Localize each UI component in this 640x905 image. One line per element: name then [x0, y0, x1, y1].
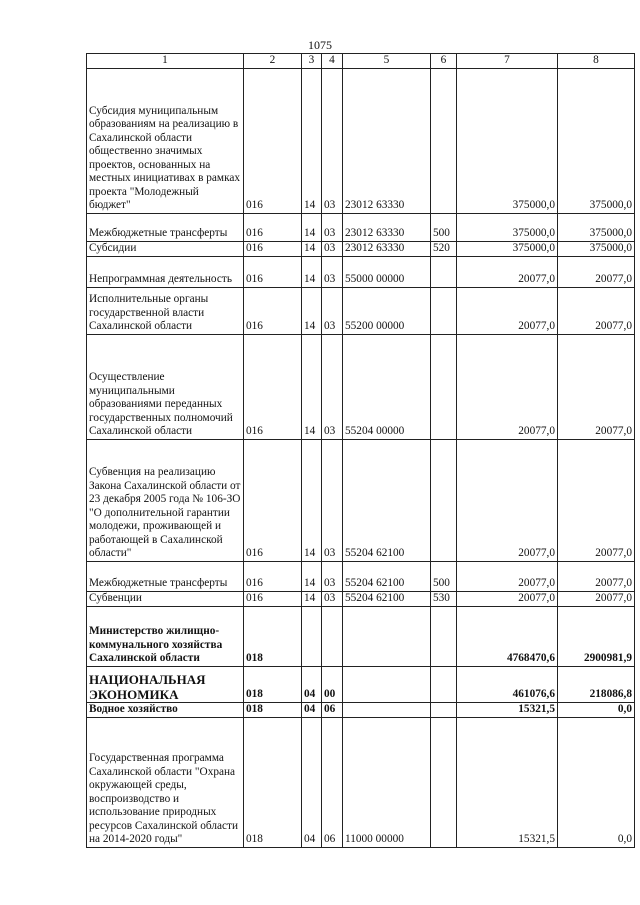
- amount-year-1: 20077,0: [457, 334, 558, 439]
- row-description: Субсидии: [87, 241, 244, 256]
- expense-type-code: [431, 334, 457, 439]
- subsection-code: 03: [322, 334, 343, 439]
- amount-year-2: 375000,0: [558, 241, 635, 256]
- subsection-code: 06: [322, 702, 343, 717]
- column-header: 8: [558, 54, 635, 69]
- column-header: 4: [322, 54, 343, 69]
- target-article-code: 23012 63330: [343, 241, 431, 256]
- section-code: 04: [302, 702, 322, 717]
- ministry-code: 016: [244, 287, 302, 334]
- amount-year-2: 218086,8: [558, 666, 635, 702]
- target-article-code: 11000 00000: [343, 717, 431, 847]
- ministry-code: 018: [244, 666, 302, 702]
- target-article-code: [343, 606, 431, 666]
- row-description: Исполнительные органы государственной власти Сахалинской области: [87, 287, 244, 334]
- section-code: 14: [302, 561, 322, 591]
- table-row: [87, 666, 635, 702]
- amount-year-1: 15321,5: [457, 717, 558, 847]
- amount-year-1: 20077,0: [457, 256, 558, 287]
- table-row: [87, 439, 635, 561]
- expense-type-code: [431, 702, 457, 717]
- target-article-code: 55204 00000: [343, 334, 431, 439]
- amount-year-2: 0,0: [558, 717, 635, 847]
- header-row: [87, 54, 635, 69]
- amount-year-1: 15321,5: [457, 702, 558, 717]
- amount-year-1: 20077,0: [457, 591, 558, 606]
- amount-year-2: 0,0: [558, 702, 635, 717]
- row-description: Межбюджетные трансферты: [87, 561, 244, 591]
- column-header: 6: [431, 54, 457, 69]
- target-article-code: 55204 62100: [343, 591, 431, 606]
- section-code: [302, 606, 322, 666]
- target-article-code: 55200 00000: [343, 287, 431, 334]
- table-row: [87, 256, 635, 287]
- ministry-code: 018: [244, 606, 302, 666]
- subsection-code: 00: [322, 666, 343, 702]
- subsection-code: 03: [322, 68, 343, 213]
- row-description: НАЦИОНАЛЬНАЯ ЭКОНОМИКА: [87, 666, 244, 702]
- table-row: [87, 334, 635, 439]
- section-code: 14: [302, 287, 322, 334]
- target-article-code: [343, 702, 431, 717]
- amount-year-1: 375000,0: [457, 213, 558, 241]
- column-header: 2: [244, 54, 302, 69]
- amount-year-1: 20077,0: [457, 287, 558, 334]
- section-code: 14: [302, 256, 322, 287]
- amount-year-2: 20077,0: [558, 287, 635, 334]
- target-article-code: 23012 63330: [343, 68, 431, 213]
- ministry-code: 016: [244, 241, 302, 256]
- table-row: [87, 717, 635, 847]
- amount-year-1: 20077,0: [457, 561, 558, 591]
- ministry-code: 016: [244, 439, 302, 561]
- column-header: 1: [87, 54, 244, 69]
- row-description: Водное хозяйство: [87, 702, 244, 717]
- ministry-code: 016: [244, 591, 302, 606]
- expense-type-code: [431, 68, 457, 213]
- amount-year-2: 20077,0: [558, 334, 635, 439]
- row-description: Осуществление муниципальными образованиями переданных государственных полномочий Сахалинской области: [87, 334, 244, 439]
- ministry-code: 018: [244, 702, 302, 717]
- amount-year-2: 375000,0: [558, 213, 635, 241]
- subsection-code: 03: [322, 591, 343, 606]
- column-header: 7: [457, 54, 558, 69]
- amount-year-1: 20077,0: [457, 439, 558, 561]
- table-row: [87, 591, 635, 606]
- section-code: 14: [302, 439, 322, 561]
- table-row: [87, 287, 635, 334]
- expense-type-code: 520: [431, 241, 457, 256]
- subsection-code: 03: [322, 256, 343, 287]
- expense-type-code: [431, 606, 457, 666]
- row-description: Субсидия муниципальным образованиям на реализацию в Сахалинской области общественно значимых проектов, основанных на местных инициативах в рамках проекта "Молодежный бюджет": [87, 68, 244, 213]
- subsection-code: 03: [322, 439, 343, 561]
- row-description: Субвенции: [87, 591, 244, 606]
- row-description: Субвенция на реализацию Закона Сахалинской области от 23 декабря 2005 года № 106-ЗО "О дополнительной гарантии молодежи, проживающей и работающей в Сахалинской области": [87, 439, 244, 561]
- row-description: Государственная программа Сахалинской области "Охрана окружающей среды, воспроизводство и использование природных ресурсов Сахалинской области на 2014-2020 годы": [87, 717, 244, 847]
- target-article-code: 23012 63330: [343, 213, 431, 241]
- budget-table: [86, 53, 635, 848]
- section-code: 14: [302, 241, 322, 256]
- subsection-code: 03: [322, 561, 343, 591]
- section-code: 14: [302, 213, 322, 241]
- target-article-code: 55204 62100: [343, 561, 431, 591]
- ministry-code: 016: [244, 334, 302, 439]
- row-description: Межбюджетные трансферты: [87, 213, 244, 241]
- ministry-code: 018: [244, 717, 302, 847]
- subsection-code: 03: [322, 241, 343, 256]
- ministry-code: 016: [244, 256, 302, 287]
- table-row: [87, 606, 635, 666]
- table-row: [87, 241, 635, 256]
- target-article-code: [343, 666, 431, 702]
- expense-type-code: 500: [431, 561, 457, 591]
- expense-type-code: [431, 439, 457, 561]
- amount-year-1: 375000,0: [457, 241, 558, 256]
- section-code: 04: [302, 717, 322, 847]
- section-code: 14: [302, 334, 322, 439]
- table-row: [87, 213, 635, 241]
- amount-year-1: 4768470,6: [457, 606, 558, 666]
- subsection-code: 06: [322, 717, 343, 847]
- amount-year-2: 20077,0: [558, 591, 635, 606]
- subsection-code: 03: [322, 213, 343, 241]
- ministry-code: 016: [244, 68, 302, 213]
- ministry-code: 016: [244, 213, 302, 241]
- row-description: Министерство жилищно-коммунального хозяйства Сахалинской области: [87, 606, 244, 666]
- page-number: 1075: [308, 38, 332, 52]
- expense-type-code: [431, 666, 457, 702]
- column-header: 3: [302, 54, 322, 69]
- expense-type-code: 500: [431, 213, 457, 241]
- expense-type-code: 530: [431, 591, 457, 606]
- row-description: Непрограммная деятельность: [87, 256, 244, 287]
- target-article-code: 55204 62100: [343, 439, 431, 561]
- section-code: 14: [302, 68, 322, 213]
- table-row: [87, 702, 635, 717]
- expense-type-code: [431, 256, 457, 287]
- table-row: [87, 561, 635, 591]
- amount-year-1: 375000,0: [457, 68, 558, 213]
- amount-year-2: 20077,0: [558, 439, 635, 561]
- subsection-code: [322, 606, 343, 666]
- amount-year-2: 375000,0: [558, 68, 635, 213]
- amount-year-2: 20077,0: [558, 256, 635, 287]
- expense-type-code: [431, 287, 457, 334]
- amount-year-2: 20077,0: [558, 561, 635, 591]
- amount-year-1: 461076,6: [457, 666, 558, 702]
- section-code: 04: [302, 666, 322, 702]
- column-header: 5: [343, 54, 431, 69]
- section-code: 14: [302, 591, 322, 606]
- target-article-code: 55000 00000: [343, 256, 431, 287]
- subsection-code: 03: [322, 287, 343, 334]
- ministry-code: 016: [244, 561, 302, 591]
- table-row: [87, 68, 635, 213]
- amount-year-2: 2900981,9: [558, 606, 635, 666]
- expense-type-code: [431, 717, 457, 847]
